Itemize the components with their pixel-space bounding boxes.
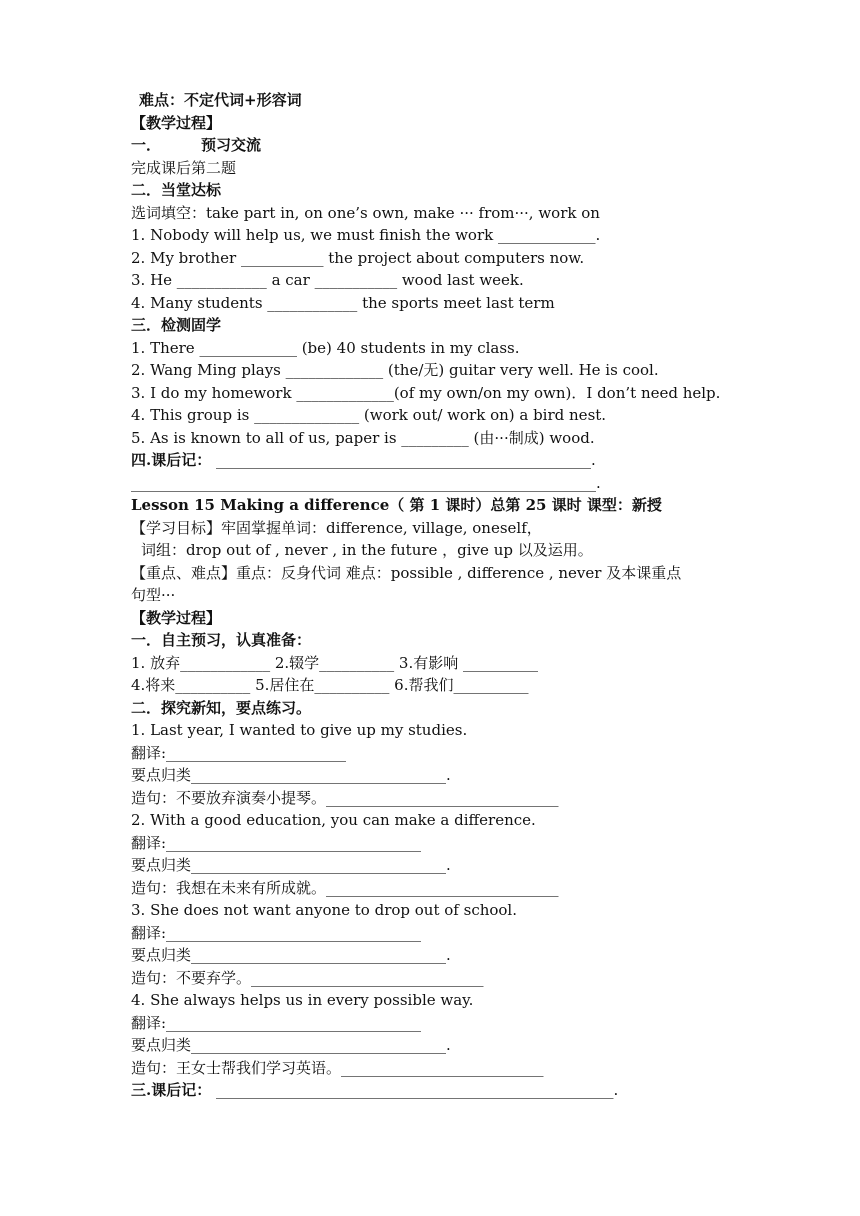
exercise-item: 1. There _____________ (be) 40 students in my class. [131, 338, 520, 357]
sentence-item: 3. She does not want anyone to drop out of school. [131, 901, 518, 919]
sentence-item: 4. She always helps us in every possible way. [131, 991, 474, 1009]
make-sentence-blank: 造句：不要弃学。_______________________________ [131, 968, 484, 987]
make-sentence-blank: 造句：不要放弃演奏小提琴。_______________________________ [131, 788, 559, 807]
exercise-item: 2. My brother ___________ the project about computers now. [131, 248, 585, 267]
translation-blank: 翻译:__________________________________ [131, 923, 422, 942]
difficulty-note: 难点：不定代词+形容词 [139, 91, 302, 109]
key-points: 【重点、难点】重点：反身代词 难点：possible , difference , never 及本课重点 [131, 563, 682, 582]
vocab-row: 1. 放弃____________ 2.辍学__________ 3.有影响 __________ [131, 653, 539, 672]
preview-heading: 一． 预习交流 [131, 136, 262, 154]
key-summary-blank: 要点归类__________________________________. [131, 1036, 451, 1054]
exercise-item: 2. Wang Ming plays _____________ (the/无) guitar very well. He is cool. [131, 361, 659, 379]
sentence-item: 1. Last year, I wanted to give up my studies. [131, 721, 468, 739]
explore-heading: 二．探究新知，要点练习。 [131, 698, 312, 717]
learning-goals: 【学习目标】牢固掌握单词：difference, village, oneself， [131, 518, 542, 537]
check-heading: 三．检测固学 [131, 316, 222, 334]
exercise-item: 3. He ____________ a car ___________ wood last week. [131, 271, 524, 289]
after-class-notes: 四.课后记： __________________________________________________. [131, 451, 596, 469]
teaching-process-heading-2: 【教学过程】 [131, 608, 222, 627]
preview-task: 完成课后第二题 [131, 158, 237, 177]
teaching-process-heading: 【教学过程】 [131, 113, 222, 132]
self-preview-heading: 一．自主预习，认真准备： [131, 631, 312, 649]
phrases-line: 词组：drop out of , never , in the future ，give up 以及运用。 [141, 541, 593, 559]
vocab-row: 4.将来__________ 5.居住在__________ 6.帮我们__________ [131, 676, 529, 694]
exercise-item: 4. Many students ____________ the sports meet last term [131, 293, 555, 312]
key-summary-blank: 要点归类__________________________________. [131, 946, 451, 964]
notes-blank-line: ______________________________________________________________. [131, 473, 601, 492]
sentence-item: 2. With a good education, you can make a difference. [131, 811, 536, 829]
key-points-cont: 句型··· [131, 586, 176, 604]
exercise-item: 5. As is known to all of us, paper is _________ (由···制成) wood. [131, 428, 595, 447]
in-class-heading: 二．当堂达标 [131, 181, 222, 199]
worksheet-page [131, 89, 751, 1102]
key-summary-blank: 要点归类__________________________________. [131, 766, 451, 784]
exercise-item: 1. Nobody will help us, we must finish the work _____________. [131, 226, 601, 244]
exercise-item: 4. This group is ______________ (work out/ work on) a bird nest. [131, 406, 607, 424]
after-class-notes-2: 三.课后记： _____________________________________________________. [131, 1081, 619, 1099]
translation-blank: 翻译:__________________________________ [131, 1013, 422, 1032]
make-sentence-blank: 造句：我想在未来有所成就。_______________________________ [131, 878, 559, 897]
key-summary-blank: 要点归类__________________________________. [131, 856, 451, 874]
translation-blank: 翻译:________________________ [131, 743, 347, 762]
lesson-title: Lesson 15 Making a difference（ 第 1 课时）总第 25 课时 课型：新授 [131, 496, 662, 514]
make-sentence-blank: 造句：王女士帮我们学习英语。___________________________ [131, 1058, 544, 1077]
exercise-item: 3. I do my homework _____________(of my own/on my own)．I don’t need help. [131, 383, 721, 402]
word-choice-prompt: 选词填空：take part in, on one’s own, make ··· from···, work on [131, 203, 600, 222]
translation-blank: 翻译:__________________________________ [131, 833, 422, 852]
